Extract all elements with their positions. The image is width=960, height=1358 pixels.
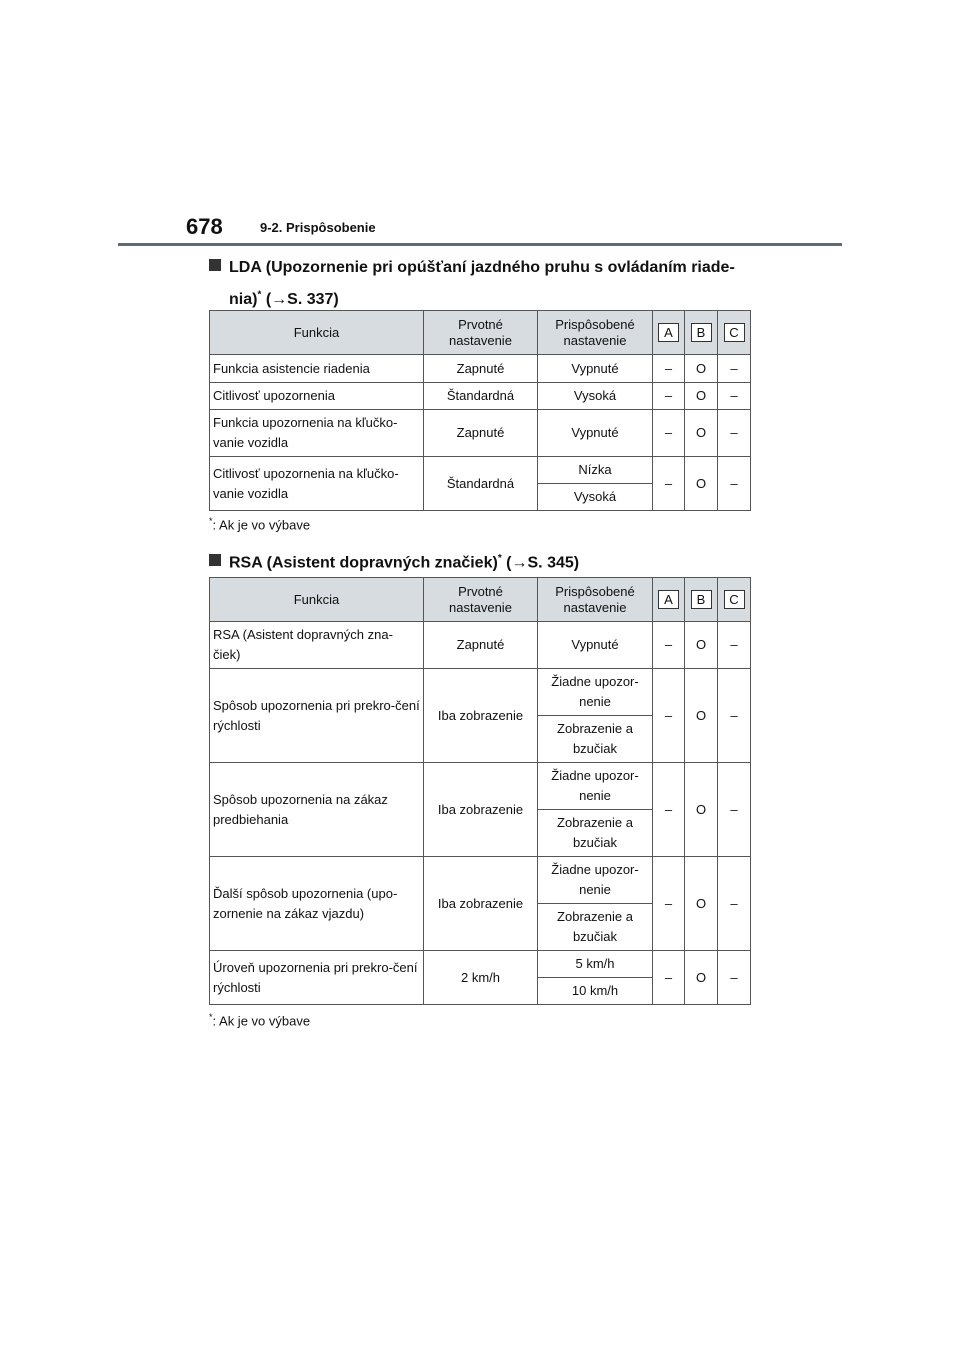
square-bullet-icon [209, 259, 221, 271]
page-number: 678 [186, 214, 223, 239]
table-row: Zobrazenie a bzučiak [210, 810, 751, 857]
lda-table [209, 310, 751, 511]
col-header-c: C [724, 323, 745, 342]
table-row: Zobrazenie a bzučiak [210, 716, 751, 763]
table-row: RSA (Asistent dopravných zna-čiek) Zapnuté Vypnuté – O – [210, 622, 751, 669]
col-header-function: Funkcia [210, 311, 424, 355]
lda-footnote: *: Ak je vo výbave [209, 516, 311, 533]
table-row: Citlivosť upozornenia na kľučko-vanie vozidla Štandardná Nízka – O – [210, 457, 751, 484]
table-row: Spôsob upozornenia na zákaz predbiehania Iba zobrazenie Žiadne upozor-nenie – O – [210, 763, 751, 810]
col-header-default: Prvotné nastavenie [424, 578, 538, 622]
table-row: Funkcia upozornenia na kľučko-vanie vozidla Zapnuté Vypnuté – O – [210, 410, 751, 457]
rsa-table [209, 577, 751, 1005]
rsa-heading: RSA (Asistent dopravných značiek)* (→S. 345) [209, 545, 579, 577]
col-header-c: C [724, 590, 745, 609]
table-row: 10 km/h [210, 978, 751, 1005]
lda-heading: LDA (Upozornenie pri opúšťaní jazdného pruhu s ovládaním riade- nia)* (→S. 337) [209, 254, 735, 314]
table-row: Spôsob upozornenia pri prekro-čení rýchlosti Iba zobrazenie Žiadne upozor-nenie – O – [210, 669, 751, 716]
header-rule [118, 243, 842, 246]
square-bullet-icon [209, 554, 221, 566]
col-header-custom: Prispôsobené nastavenie [538, 311, 653, 355]
col-header-b: B [691, 323, 712, 342]
table-row: Zobrazenie a bzučiak [210, 904, 751, 951]
col-header-default: Prvotné nastavenie [424, 311, 538, 355]
col-header-custom: Prispôsobené nastavenie [538, 578, 653, 622]
col-header-b: B [691, 590, 712, 609]
table-row: Citlivosť upozornenia Štandardná Vysoká – O – [210, 383, 751, 410]
lda-page-ref[interactable]: (→S. 337) [265, 291, 339, 309]
table-row: Funkcia asistencie riadenia Zapnuté Vypnuté – O – [210, 355, 751, 383]
section-label: 9-2. Prispôsobenie [260, 220, 376, 235]
col-header-function: Funkcia [210, 578, 424, 622]
table-row: Vysoká [210, 484, 751, 511]
table-row: Úroveň upozornenia pri prekro-čení rýchlosti 2 km/h 5 km/h – O – [210, 951, 751, 978]
rsa-page-ref[interactable]: (→S. 345) [506, 554, 580, 572]
col-header-a: A [658, 590, 679, 609]
rsa-footnote: *: Ak je vo výbave [209, 1012, 311, 1029]
col-header-a: A [658, 323, 679, 342]
table-row: Ďalší spôsob upozornenia (upo-zornenie na zákaz vjazdu) Iba zobrazenie Žiadne upozor-nenie – O – [210, 857, 751, 904]
